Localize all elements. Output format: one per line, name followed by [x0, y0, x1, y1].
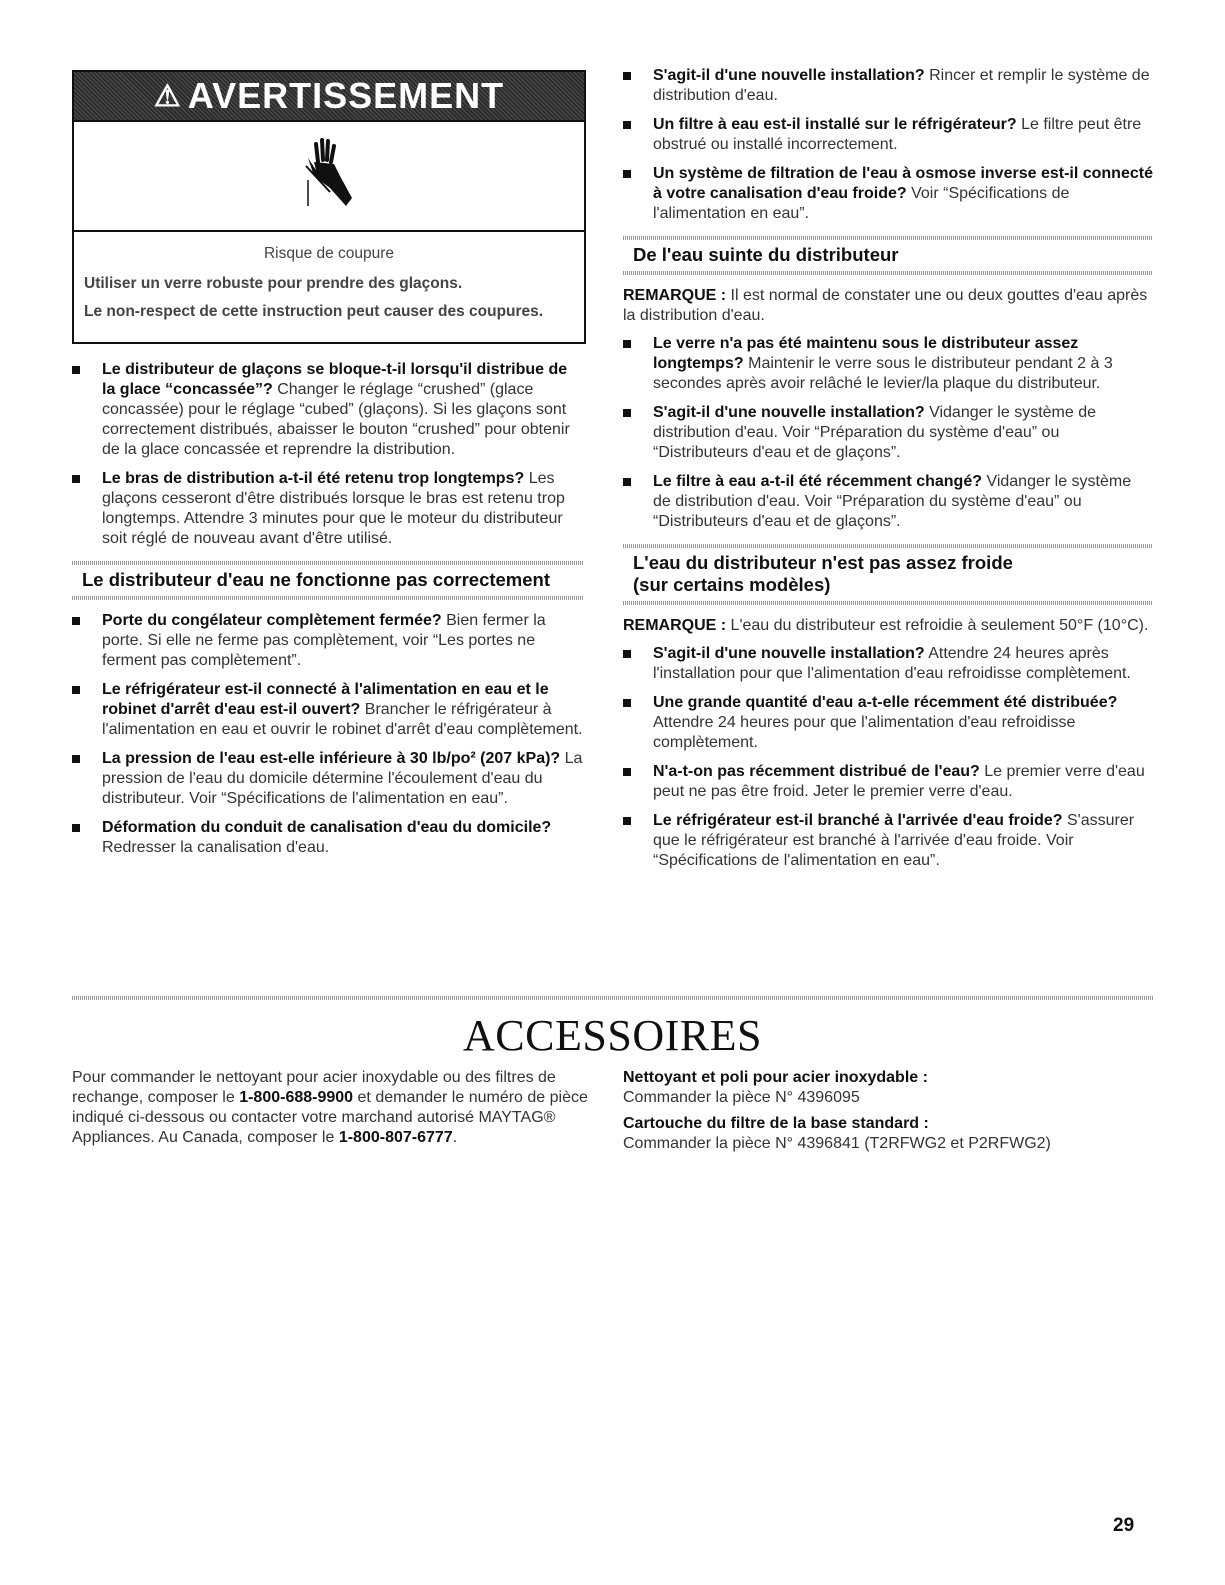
drip-bullet-list [623, 334, 1153, 532]
phone-us: 1-800-688-9900 [239, 1089, 354, 1106]
list-item: S'agit-il d'une nouvelle installation? Attendre 24 heures après l'installation pour que l'alimentation d'eau refroidisse complètement. [623, 644, 1153, 684]
phone-canada: 1-800-807-6777 [338, 1129, 453, 1146]
section-heading-cold [623, 544, 1153, 602]
warning-risk: Risque de coupure [263, 245, 395, 262]
accessory-1-text: Commander la pièce N° 4396095 [623, 1089, 860, 1106]
list-item: Le réfrigérateur est-il connecté à l'alimentation en eau et le robinet d'arrêt d'eau est-il ouvert? Brancher le réfrigérateur à l'alimentation en eau et ouvrir le robinet d'arrêt d'eau complètement. [72, 680, 584, 740]
list-item: Une grande quantité d'eau a-t-elle récemment été distribuée? Attendre 24 heures pour que l'alimentation d'eau refroidisse complètement. [623, 693, 1153, 753]
drip-note: REMARQUE : Il est normal de constater une ou deux gouttes d'eau après la distribution d'eau. [623, 287, 1148, 324]
section-heading-cold-line-2: (sur certains modèles) [633, 574, 831, 595]
list-item: Porte du congélateur complètement fermée? Bien fermer la porte. Si elle ne ferme pas complètement, voir “Les portes ne ferment pas complètement”. [72, 611, 584, 671]
list-item: La pression de l'eau est-elle inférieure à 30 lb/po² (207 kPa)? La pression de l'eau du domicile détermine l'écoulement d'eau du distributeur. Voir “Spécifications de l'alimentation en eau”. [72, 749, 584, 809]
warning-triangle-icon: ⚠ [153, 79, 182, 113]
cold-bullet-list [623, 644, 1153, 871]
water-bullet-list [72, 611, 584, 858]
list-item: Déformation du conduit de canalisation d'eau du domicile? Redresser la canalisation d'eau. [72, 818, 584, 858]
warning-line-2: Le non-respect de cette instruction peut causer des coupures. [84, 303, 544, 320]
accessories-intro: Pour commander le nettoyant pour acier inoxydable ou des filtres de rechange, composer le 1-800-688-9900 et demander le numéro de pièce indiqué ci-dessous ou contacter votre marchand autorisé MAYTAG® Appliances. Au Canada, composer le 1-800-807-6777. [72, 1069, 588, 1146]
warning-header [74, 72, 584, 120]
cold-note: REMARQUE : L'eau du distributeur est refroidie à seulement 50°F (10°C). [623, 617, 1149, 634]
list-item: Le filtre à eau a-t-il été récemment changé? Vidanger le système de distribution d'eau. Voir “Préparation du système d'eau” ou “Distributeurs d'eau et de glaçons”. [623, 472, 1153, 532]
accessory-1-title: Nettoyant et poli pour acier inoxydable : [623, 1069, 928, 1086]
section-divider [72, 996, 1153, 1000]
section-heading-water: Le distributeur d'eau ne fonctionne pas correctement [72, 561, 584, 597]
accessories-list [623, 1068, 1163, 1154]
list-item: Le réfrigérateur est-il branché à l'arrivée d'eau froide? S'assurer que le réfrigérateur est branché à l'arrivée d'eau froide. Voir “Spécifications de l'alimentation en eau”. [623, 811, 1153, 871]
left-column [72, 70, 584, 867]
list-item: Le distributeur de glaçons se bloque-t-il lorsqu'il distribue de la glace “concassée”? Changer le réglage “crushed” (glace concassée) pour le réglage “cubed” (glaçons). Si les glaçons sont correctement distribués, abaisser le bouton “crushed” pour obtenir de la glace concassée et reprendre la distribution. [72, 360, 584, 460]
right-column [623, 66, 1153, 880]
install-bullet-list [623, 66, 1153, 224]
list-item: Un système de filtration de l'eau à osmose inverse est-il connecté à votre canalisation d'eau froide? Voir “Spécifications de l'alimentation en eau”. [623, 164, 1153, 224]
warning-line-1: Utiliser un verre robuste pour prendre des glaçons. [84, 275, 463, 292]
list-item: Le bras de distribution a-t-il été retenu trop longtemps? Les glaçons cesseront d'être distribués lorsque le bras est retenu trop longtemps. Attendre 3 minutes pour que le moteur du distributeur soit réglé de nouveau avant d'être utilisé. [72, 469, 584, 549]
accessory-2-text: Commander la pièce N° 4396841 (T2RFWG2 et P2RFWG2) [623, 1135, 1051, 1152]
list-item: N'a-t-on pas récemment distribué de l'eau? Le premier verre d'eau peut ne pas être froid. Jeter le premier verre d'eau. [623, 762, 1153, 802]
warning-text [74, 232, 584, 342]
list-item: S'agit-il d'une nouvelle installation? Vidanger le système de distribution d'eau. Voir “Préparation du système d'eau” ou “Distributeurs d'eau et de glaçons”. [623, 403, 1153, 463]
list-item: Le verre n'a pas été maintenu sous le distributeur assez longtemps? Maintenir le verre sous le distributeur pendant 2 à 3 secondes après avoir relâché le levier/la plaque du distributeur. [623, 334, 1153, 394]
warning-box [72, 70, 586, 344]
warning-title: AVERTISSEMENT [187, 75, 505, 116]
cut-hand-icon [294, 136, 364, 216]
section-heading-drip: De l'eau suinte du distributeur [623, 236, 1153, 272]
accessories-title: ACCESSOIRES [463, 1011, 762, 1060]
list-item: S'agit-il d'une nouvelle installation? Rincer et remplir le système de distribution d'eau. [623, 66, 1153, 106]
warning-pictogram [74, 120, 584, 232]
section-heading-cold-line-1: L'eau du distributeur n'est pas assez froide [633, 552, 1013, 573]
page-number: 29 [1113, 1515, 1135, 1536]
ice-bullet-list [72, 360, 584, 549]
accessory-2-title: Cartouche du filtre de la base standard : [623, 1115, 929, 1132]
list-item: Un filtre à eau est-il installé sur le réfrigérateur? Le filtre peut être obstrué ou installé incorrectement. [623, 115, 1153, 155]
